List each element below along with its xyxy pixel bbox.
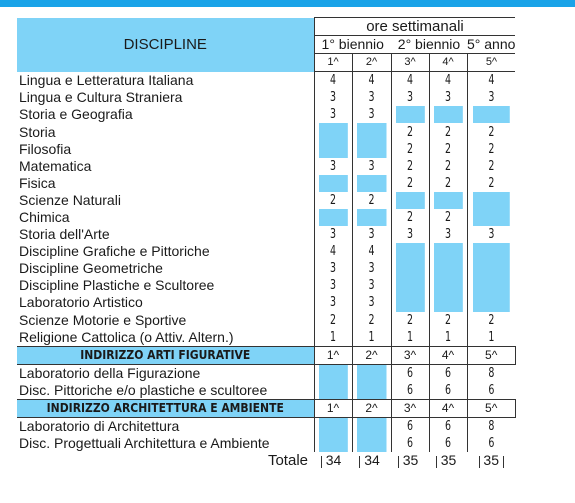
hours-cell: 3 — [356, 277, 386, 294]
hours-cell: 2 — [433, 158, 463, 175]
hours-cell: 6 — [433, 418, 463, 436]
hours-cell: 3 — [356, 260, 386, 277]
subject-name: Religione Cattolica (o Attiv. Altern.) — [19, 328, 234, 345]
hours-cell: 3 — [318, 106, 348, 123]
empty-hours-cell — [433, 106, 463, 123]
section-year-header: 4^ — [429, 346, 467, 364]
empty-hours-cell — [318, 141, 348, 158]
subject-name: Storia dell'Arte — [19, 226, 110, 243]
hours-cell: 2 — [356, 312, 386, 329]
hours-cell: 3 — [318, 89, 348, 106]
hours-cell: 4 — [395, 72, 425, 90]
empty-hours-cell — [472, 106, 510, 123]
section-year-header: 3^ — [391, 346, 429, 364]
subject-name: Storia — [19, 123, 56, 140]
empty-hours-cell — [472, 294, 510, 311]
empty-hours-cell — [395, 106, 425, 123]
hours-cell: 2 — [433, 141, 463, 158]
hours-cell: 1 — [356, 329, 386, 347]
empty-hours-cell — [395, 277, 425, 294]
subject-name: Laboratorio di Architettura — [19, 418, 180, 435]
hours-cell: 2 — [433, 175, 463, 192]
empty-hours-cell — [356, 123, 386, 140]
hours-cell: 2 — [472, 141, 510, 158]
subject-name: Disc. Pittoriche e/o plastiche e scultoree — [19, 381, 268, 398]
empty-hours-cell — [472, 243, 510, 260]
section-year-header: 5^ — [467, 346, 515, 364]
empty-hours-cell — [356, 141, 386, 158]
hours-cell: 3 — [318, 294, 348, 311]
subject-name: Lingua e Cultura Straniera — [19, 89, 183, 106]
year-3-header: 3^ — [391, 54, 429, 72]
empty-hours-cell — [472, 277, 510, 294]
empty-hours-cell — [318, 175, 348, 192]
subject-row — [17, 175, 515, 192]
hours-header: ore settimanali — [314, 18, 515, 36]
totals-row — [17, 452, 515, 469]
section-header-row — [17, 346, 515, 364]
empty-hours-cell — [395, 260, 425, 277]
hours-cell: 6 — [433, 382, 463, 400]
hours-cell: 6 — [395, 364, 425, 382]
subject-row — [17, 226, 515, 243]
hours-cell: 3 — [472, 226, 510, 243]
total-year-3: 35 — [391, 452, 429, 469]
section-subject-row — [17, 418, 515, 436]
hours-cell: 6 — [433, 435, 463, 452]
empty-hours-cell — [356, 382, 386, 400]
section-year-header: 3^ — [391, 399, 429, 417]
period-second-biennium: 2° biennio — [397, 36, 461, 53]
section-year-header: 2^ — [352, 346, 391, 364]
empty-hours-cell — [433, 277, 463, 294]
hours-cell: 1 — [395, 329, 425, 347]
empty-hours-cell — [433, 243, 463, 260]
hours-cell: 6 — [395, 418, 425, 436]
section-year-header: 1^ — [314, 399, 352, 417]
hours-cell: 2 — [318, 192, 348, 209]
subject-name: Discipline Plastiche e Scultoree — [19, 277, 215, 294]
hours-cell: 4 — [318, 243, 348, 260]
section-subject-row — [17, 382, 515, 400]
hours-cell: 3 — [318, 260, 348, 277]
subject-row — [17, 106, 515, 123]
subject-name: Scienze Motorie e Sportive — [19, 311, 187, 328]
hours-cell: 2 — [472, 175, 510, 192]
empty-hours-cell — [395, 243, 425, 260]
total-year-2: 34 — [352, 452, 391, 469]
disciplines-header: DISCIPLINE — [17, 18, 314, 72]
hours-cell: 2 — [472, 158, 510, 175]
hours-cell: 8 — [472, 364, 510, 382]
empty-hours-cell — [318, 435, 348, 452]
hours-cell: 3 — [433, 226, 463, 243]
hours-cell: 2 — [472, 312, 510, 329]
total-year-4: 35 — [429, 452, 467, 469]
hours-cell: 3 — [356, 226, 386, 243]
year-5-header: 5^ — [467, 54, 515, 72]
hours-cell: 3 — [318, 277, 348, 294]
hours-cell: 4 — [318, 72, 348, 90]
hours-cell: 3 — [356, 294, 386, 311]
empty-hours-cell — [318, 382, 348, 400]
hours-cell: 2 — [356, 192, 386, 209]
empty-hours-cell — [472, 192, 510, 209]
empty-hours-cell — [356, 435, 386, 452]
hours-cell: 6 — [395, 435, 425, 452]
empty-hours-cell — [356, 418, 386, 436]
subject-row — [17, 294, 515, 311]
hours-cell: 6 — [433, 364, 463, 382]
hours-cell: 1 — [433, 329, 463, 347]
hours-cell: 1 — [318, 329, 348, 347]
period-fifth-year: 5° anno — [467, 36, 516, 53]
hours-cell: 3 — [395, 89, 425, 106]
empty-hours-cell — [472, 209, 510, 226]
hours-cell: 2 — [395, 312, 425, 329]
hours-cell: 6 — [472, 435, 510, 452]
section-header-row — [17, 399, 515, 417]
subject-row — [17, 243, 515, 260]
hours-cell: 2 — [395, 209, 425, 226]
hours-cell: 3 — [356, 106, 386, 123]
empty-hours-cell — [356, 209, 386, 226]
hours-cell: 2 — [395, 123, 425, 140]
subject-name: Disc. Progettuali Architettura e Ambiente — [19, 435, 270, 452]
empty-hours-cell — [318, 418, 348, 436]
section-year-header: 1^ — [314, 346, 352, 364]
section-subject-row — [17, 435, 515, 452]
top-accent-bar — [0, 0, 575, 7]
empty-hours-cell — [472, 260, 510, 277]
section-year-header: 2^ — [352, 399, 391, 417]
total-year-1: 34 — [314, 452, 352, 469]
hours-cell: 2 — [318, 312, 348, 329]
subject-name: Fisica — [19, 174, 56, 191]
empty-hours-cell — [433, 260, 463, 277]
curriculum-table — [17, 17, 516, 469]
subject-row — [17, 329, 515, 347]
hours-cell: 2 — [433, 209, 463, 226]
subject-row — [17, 192, 515, 209]
subject-name: Scienze Naturali — [19, 191, 121, 208]
subject-row — [17, 123, 515, 140]
hours-cell: 2 — [395, 158, 425, 175]
hours-cell: 6 — [395, 382, 425, 400]
subject-row — [17, 260, 515, 277]
subject-name: Discipline Grafiche e Pittoriche — [19, 243, 210, 260]
hours-cell: 2 — [433, 123, 463, 140]
subject-row — [17, 158, 515, 175]
hours-cell: 3 — [356, 158, 386, 175]
hours-cell: 3 — [395, 226, 425, 243]
section-subject-row — [17, 364, 515, 382]
hours-cell: 3 — [433, 89, 463, 106]
hours-cell: 3 — [472, 89, 510, 106]
empty-hours-cell — [395, 192, 425, 209]
section-title: INDIRIZZO ARTI FIGURATIVE — [17, 346, 314, 364]
empty-hours-cell — [433, 192, 463, 209]
empty-hours-cell — [318, 364, 348, 382]
subject-row — [17, 312, 515, 329]
hours-cell: 2 — [395, 141, 425, 158]
sections-body — [17, 346, 515, 452]
subject-name: Discipline Geometriche — [19, 260, 163, 277]
section-year-header: 4^ — [429, 399, 467, 417]
hours-cell: 4 — [472, 72, 510, 90]
hours-cell: 3 — [318, 226, 348, 243]
subject-name: Filosofia — [19, 140, 72, 157]
subjects-body — [17, 72, 515, 347]
subject-row — [17, 89, 515, 106]
total-year-5: 35 — [467, 452, 515, 469]
empty-hours-cell — [318, 209, 348, 226]
hours-cell: 2 — [433, 312, 463, 329]
hours-cell: 3 — [318, 158, 348, 175]
hours-cell: 2 — [395, 175, 425, 192]
hours-cell: 2 — [472, 123, 510, 140]
subject-row — [17, 72, 515, 90]
hours-cell: 3 — [356, 89, 386, 106]
subject-name: Storia e Geografia — [19, 106, 133, 123]
hours-cell: 4 — [356, 243, 386, 260]
empty-hours-cell — [356, 364, 386, 382]
empty-hours-cell — [318, 123, 348, 140]
hours-cell: 4 — [356, 72, 386, 90]
hours-cell: 1 — [472, 329, 510, 347]
year-2-header: 2^ — [352, 54, 391, 72]
hours-cell: 4 — [433, 72, 463, 90]
totals-label: Totale — [267, 452, 308, 470]
subject-row — [17, 141, 515, 158]
subject-row — [17, 277, 515, 294]
empty-hours-cell — [433, 294, 463, 311]
empty-hours-cell — [356, 175, 386, 192]
subject-name: Lingua e Letteratura Italiana — [19, 71, 194, 88]
hours-cell: 6 — [472, 382, 510, 400]
subject-row — [17, 209, 515, 226]
period-first-biennium: 1° biennio — [314, 36, 391, 54]
section-title: INDIRIZZO ARCHITETTURA E AMBIENTE — [17, 399, 314, 417]
subject-name: Laboratorio Artistico — [19, 294, 143, 311]
empty-hours-cell — [395, 294, 425, 311]
hours-cell: 8 — [472, 418, 510, 436]
year-4-header: 4^ — [429, 54, 467, 72]
section-year-header: 5^ — [467, 399, 515, 417]
subject-name: Matematica — [19, 157, 92, 174]
year-1-header: 1^ — [314, 54, 352, 72]
subject-name: Chimica — [19, 208, 70, 225]
subject-name: Laboratorio della Figurazione — [19, 364, 201, 381]
header-row-1 — [17, 18, 515, 36]
